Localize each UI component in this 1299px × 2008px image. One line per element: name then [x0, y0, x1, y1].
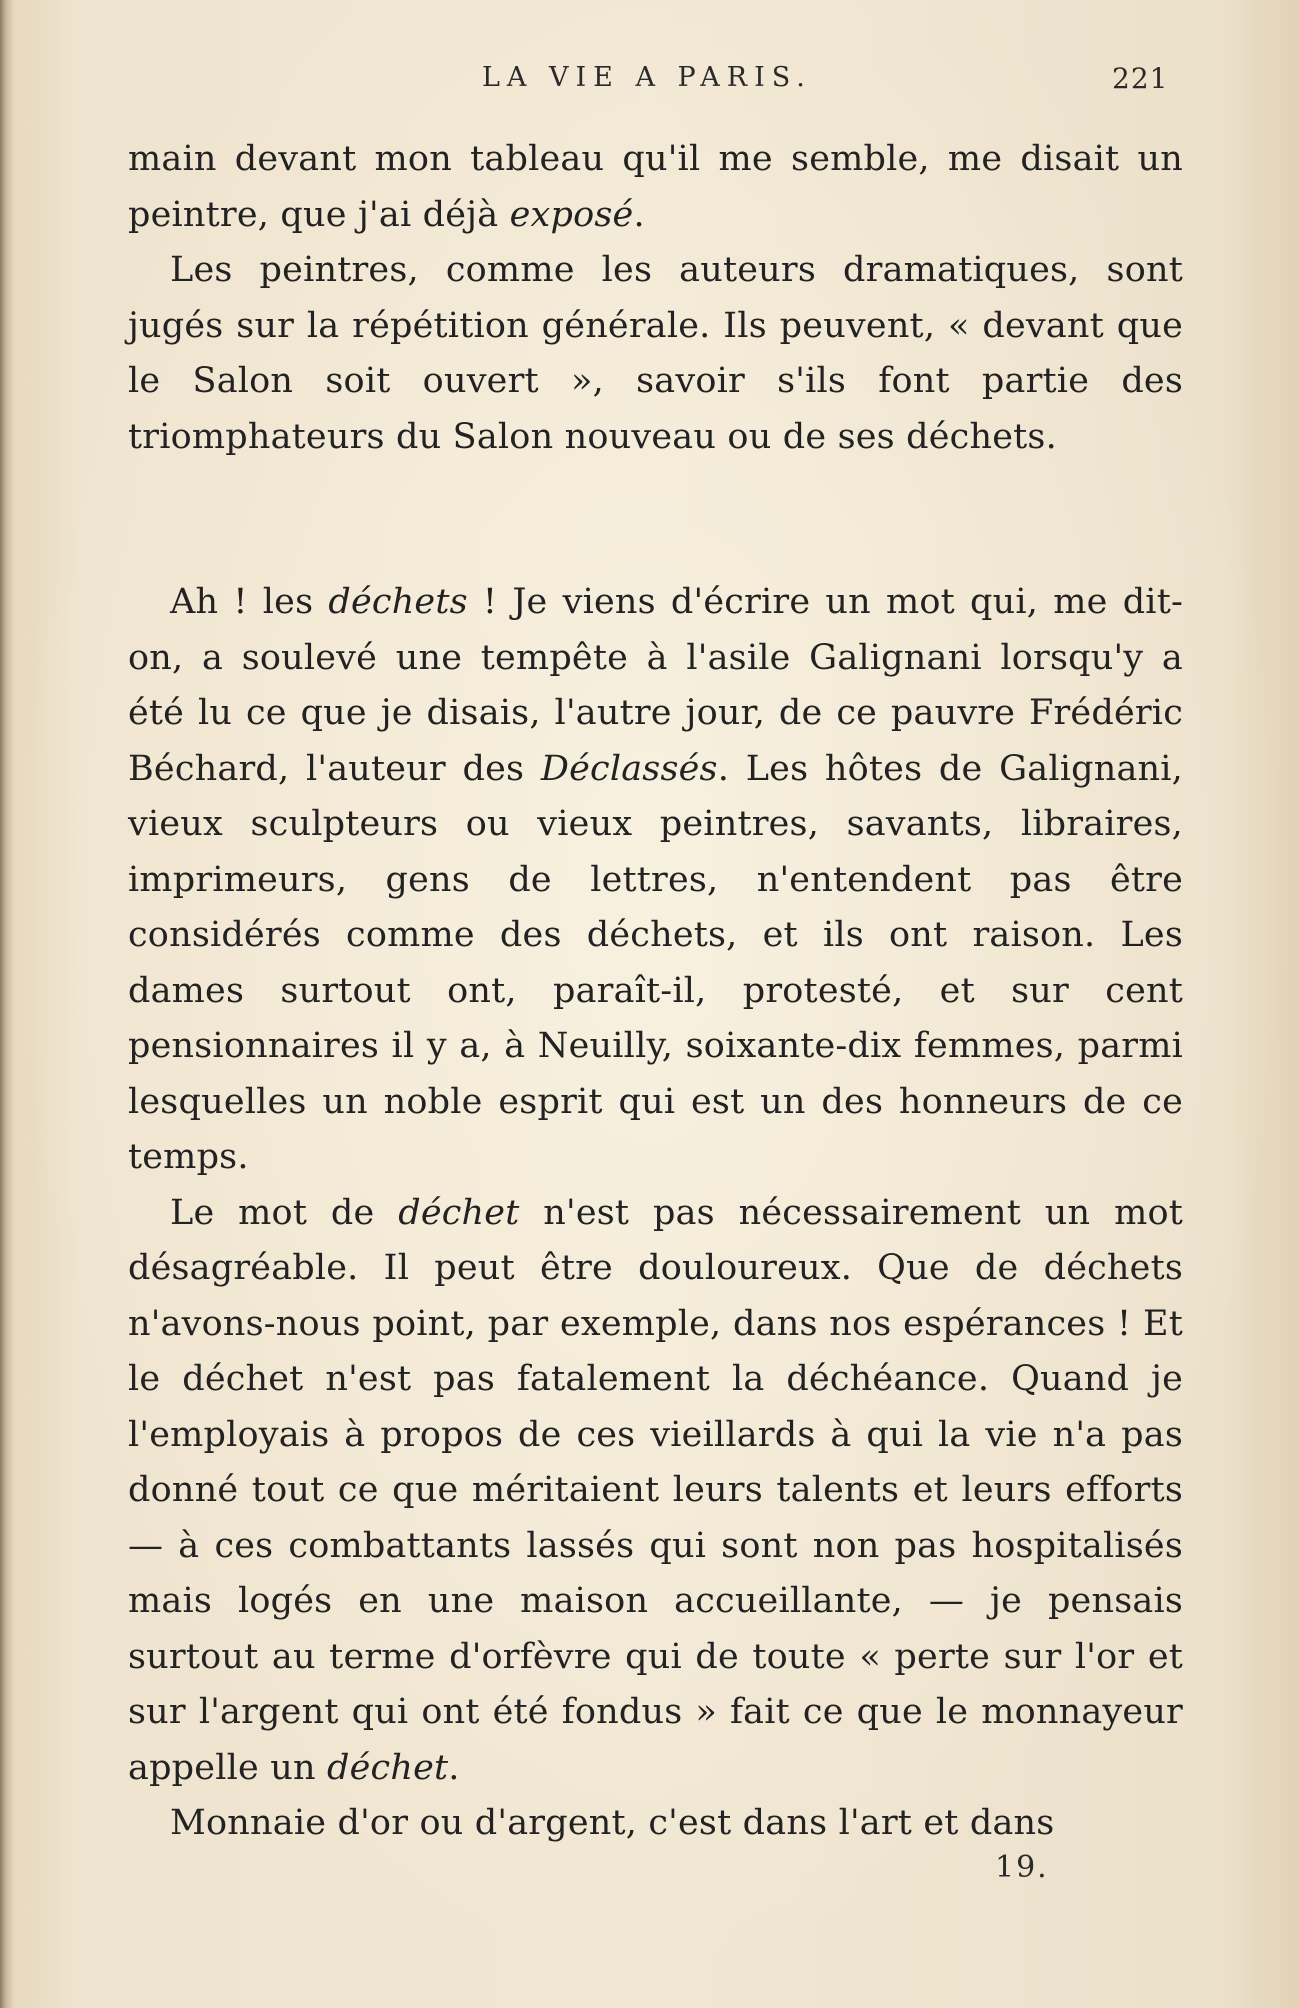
running-header — [0, 62, 1299, 102]
text-run: . Les hôtes de Galignani, vieux sculpteurs ou vieux peintres, savants, libraires, imprimeurs, gens de lettres, n'entendent pas être considérés comme des déchets, et ils ont raison. Les dames surtout ont, paraît-il, protesté, et sur cent pensionnaires il y a, à Neuilly, soixante-dix femmes, parmi lesquelles un noble esprit qui est un des honneurs de ce temps. — [128, 748, 1183, 1177]
body-text — [128, 132, 1183, 1852]
paragraph-4 — [128, 1186, 1183, 1797]
paragraph-5 — [128, 1796, 1183, 1852]
signature-mark: 19. — [995, 1850, 1049, 1885]
text-run: Monnaie d'or ou d'argent, c'est dans l'art et dans — [170, 1803, 1055, 1843]
text-run: Ah ! les — [170, 582, 329, 622]
running-title: LA VIE A PARIS. — [482, 62, 812, 93]
text-run: Les peintres, comme les auteurs dramatiques, sont jugés sur la répétition générale. Ils peuvent, « devant que le Salon soit ouvert », savoir s'ils font partie des triomphateurs du Salon nouveau ou de ses déchets. — [128, 250, 1183, 457]
paragraph-1 — [128, 132, 1183, 243]
italic-term: déchet — [327, 1747, 449, 1788]
paragraph-2 — [128, 243, 1183, 465]
italic-term: déchet — [398, 1192, 520, 1233]
text-run: . — [448, 1747, 460, 1788]
italic-term: Déclassés — [540, 748, 718, 789]
italic-term: exposé — [509, 194, 634, 235]
paragraph-3 — [128, 575, 1183, 1186]
text-run: . — [633, 194, 645, 235]
text-run: Le mot de — [170, 1192, 399, 1233]
italic-term: déchets — [328, 582, 468, 622]
text-run: n'est pas nécessairement un mot désagréable. Il peut être douloureux. Que de déchets n'avons-nous point, par exemple, dans nos espérances ! Et le déchet n'est pas fatalement la déchéance. Quand je l'employais à propos de ces vieillards à qui la vie n'a pas donné tout ce que méritaient leurs talents et leurs efforts — à ces combattants lassés qui sont non pas hospitalisés mais logés en une maison accueillante, — je pensais surtout au terme d'orfèvre qui de toute « perte sur l'or et sur l'argent qui ont été fondus » fait ce que le monnayeur appelle un — [128, 1192, 1183, 1788]
text-run: ! Je viens d'écrire un mot qui, me dit-on, a soulevé une tempête à l'asile Galignani lorsqu'y a été lu ce que je disais, l'autre jour, de ce pauvre Frédéric Béchard, l'auteur des — [128, 582, 1183, 789]
binding-shadow — [0, 0, 14, 2008]
page-number: 221 — [1112, 62, 1169, 95]
text-run: main devant mon tableau qu'il me semble, me disait un peintre, que j'ai déjà — [128, 139, 1183, 235]
